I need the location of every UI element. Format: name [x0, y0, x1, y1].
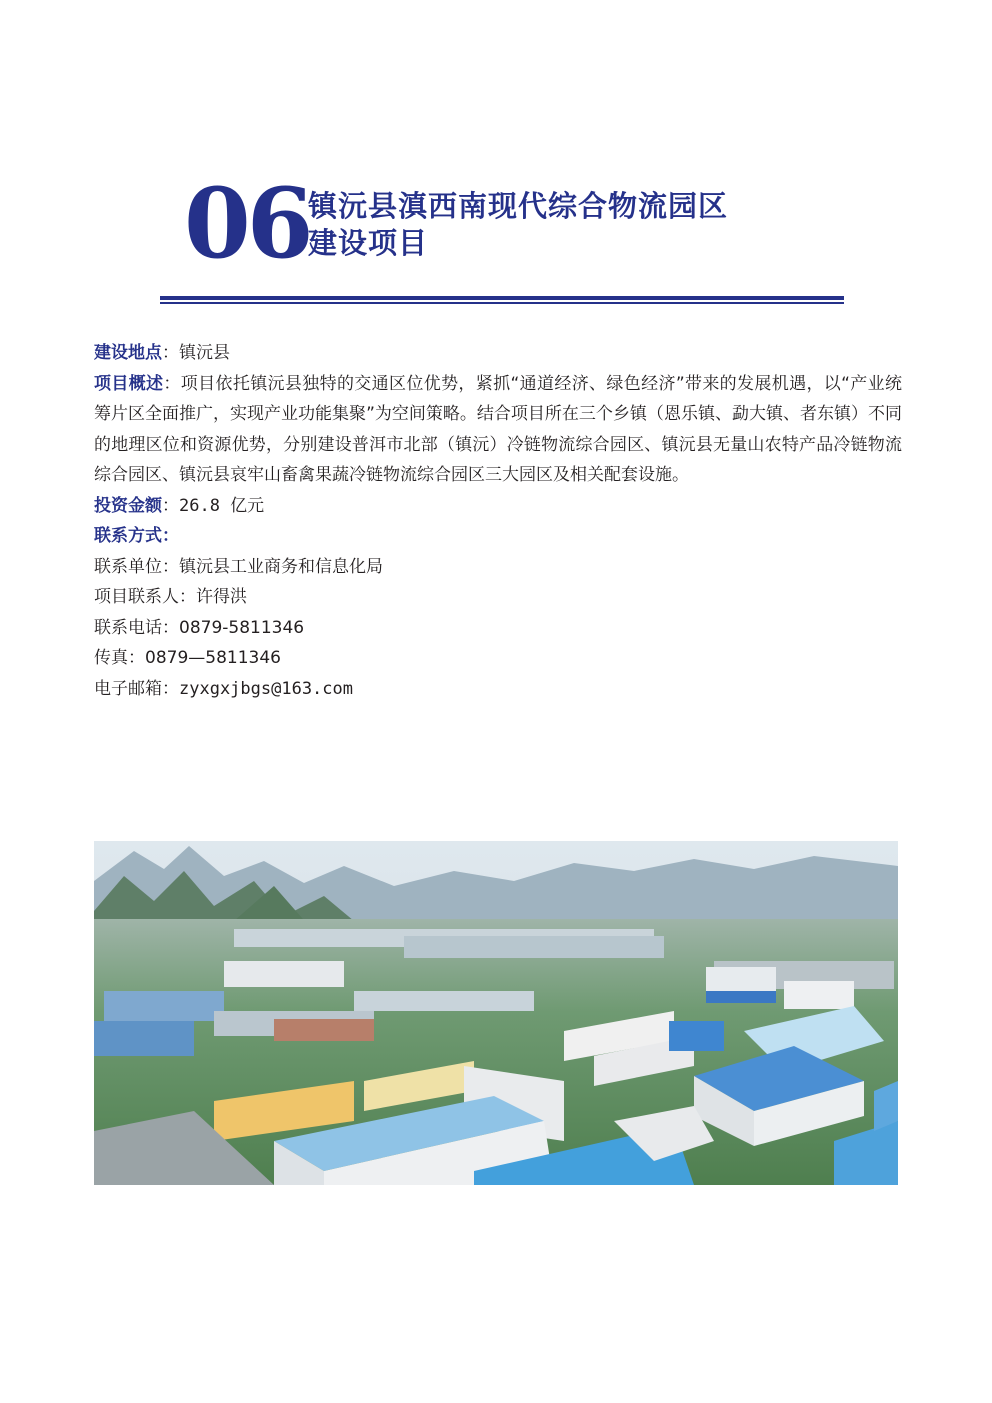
contact-phone-value: 0879-5811346: [179, 617, 305, 638]
investment-value: 26.8 亿元: [179, 495, 265, 516]
section-header: [184, 167, 824, 280]
location-row: 建设地点：镇沅县: [94, 343, 230, 363]
contact-phone-label: 联系电话：: [94, 617, 179, 638]
contact-fax-label: 传真：: [94, 648, 145, 668]
header-divider-thin: [160, 302, 844, 304]
contact-phone-row: [94, 613, 902, 644]
overview-row: 项目概述：项目依托镇沅县独特的交通区位优势，紧抓“通道经济、绿色经济”带来的发展机遇，以“产业统筹片区全面推广，实现产业功能集聚”为空间策略。结合项目所在三个乡镇（恩乐镇、勐大镇、者东镇）不同的地理区位和资源优势，分别建设普洱市北部（镇沅）冷链物流综合园区、镇沅县无量山农特产品冷链物流综合园区、镇沅县哀牢山畜禽果蔬冷链物流综合园区三大园区及相关配套设施。: [94, 373, 903, 485]
project-details: [94, 338, 902, 704]
section-number: 06: [184, 167, 310, 280]
contact-unit-value: 镇沅县工业商务和信息化局: [179, 556, 383, 577]
contact-email-label: 电子邮箱：: [94, 678, 179, 699]
contact-email-value: zyxgxjbgs@163.com: [179, 678, 353, 699]
section-title: [308, 188, 728, 262]
contact-person-row: [94, 582, 902, 613]
contact-fax-row: [94, 643, 902, 674]
investment-label: 投资金额: [94, 495, 162, 516]
investment-row: 投资金额：26.8 亿元: [94, 495, 265, 516]
contact-heading: [94, 521, 902, 552]
title-line-1: 镇沅县滇西南现代综合物流园区: [308, 189, 729, 223]
contact-label: 联系方式：: [94, 526, 179, 546]
location-value: 镇沅县: [179, 343, 230, 363]
industrial-park-aerial-photo: [94, 841, 898, 1185]
contact-fax-value: 0879—5811346: [145, 648, 281, 668]
overview-text: 项目依托镇沅县独特的交通区位优势，紧抓“通道经济、绿色经济”带来的发展机遇，以“产业统筹片区全面推广，实现产业功能集聚”为空间策略。结合项目所在三个乡镇（恩乐镇、勐大镇、者东镇）不同的地理区位和资源优势，分别建设普洱市北部（镇沅）冷链物流综合园区、镇沅县无量山农特产品冷链物流综合园区、镇沅县哀牢山畜禽果蔬冷链物流综合园区三大园区及相关配套设施。: [94, 373, 903, 485]
contact-person-label: 项目联系人：: [94, 587, 196, 607]
overview-label: 项目概述: [94, 373, 164, 394]
title-line-2: 建设项目: [308, 226, 429, 260]
header-divider-thick: [160, 296, 844, 300]
contact-email-row: [94, 674, 902, 705]
location-label: 建设地点: [94, 343, 162, 363]
contact-unit-row: [94, 552, 902, 583]
contact-person-value: 许得洪: [196, 587, 247, 607]
contact-unit-label: 联系单位：: [94, 556, 179, 577]
